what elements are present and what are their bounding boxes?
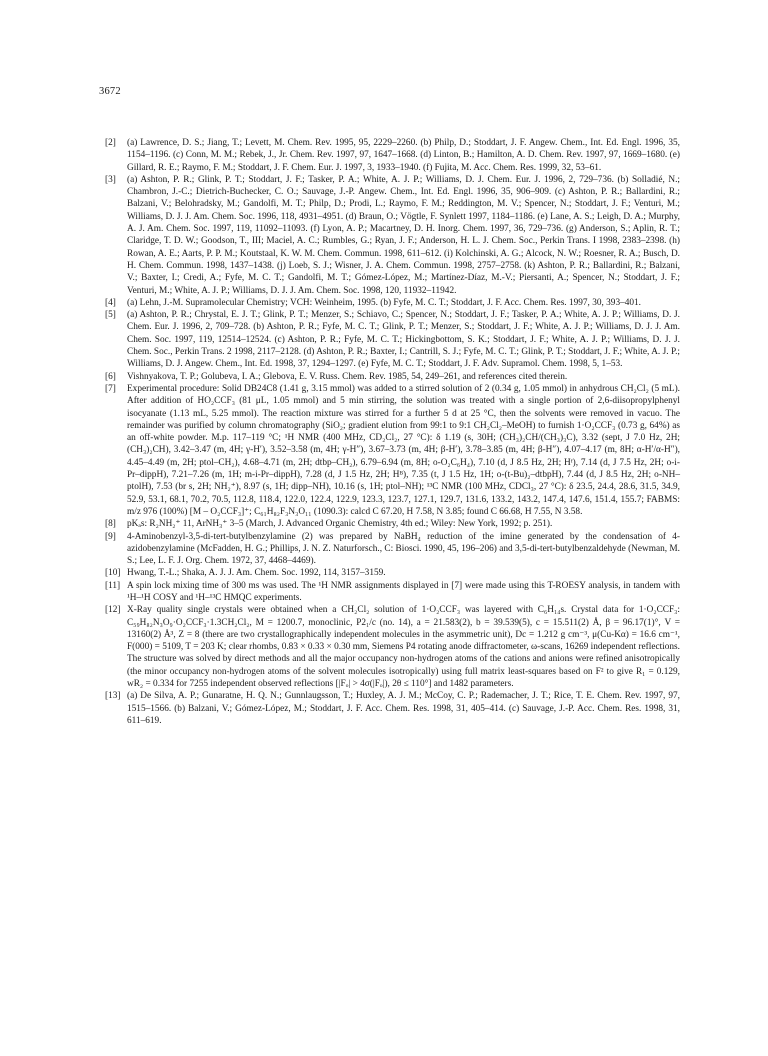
reference-text: pKₐs: R₂NH₂⁺ 11, ArNH₃⁺ 3–5 (March, J. Advanced Organic Chemistry, 4th ed.; Wiley: New York, 1992; p. 251). xyxy=(127,519,553,530)
reference-item xyxy=(105,137,680,174)
reference-list xyxy=(105,137,680,727)
reference-text: (a) Lawrence, D. S.; Jiang, T.; Levett, M. Chem. Rev. 1995, 95, 2229–2260. (b) Philp, D.; Stoddart, J. F. Angew. Chem., Int. Ed. Engl. 1996, 35, 1154–1196. (c) Conn, M. M.; Rebek, J., Jr. Chem. Rev. 1997, 97, 1647–1668. (d) Linton, B.; Hamilton, A. D. Chem. Rev. 1997, 97, 1669–1680. (e) Gillard, R. E.; Raymo, F. M.; Stoddart, J. F. Chem. Eur. J. 1997, 3, 1933–1940. (f) Fujita, M. Acc. Chem. Res. 1999, 32, 53–61. xyxy=(127,138,680,173)
reference-item xyxy=(105,371,680,383)
reference-number: [8] xyxy=(105,519,116,530)
reference-number: [4] xyxy=(105,297,116,308)
reference-item xyxy=(105,580,680,605)
reference-text: X-Ray quality single crystals were obtained when a CH₂Cl₂ solution of 1·O₂CCF₃ was layered with C₆H₁₄s. Crystal data for 1·O₂CCF₃: C₅₉H₈₂N₃O₉·O₂CCF₃·1.3CH₂Cl₂, M = 1200.7, monoclinic, P2₁/c (no. 14), a = 21.583(2), b = 39.539(5), c = 15.511(2) Å, β = 96.17(1)°, V = 13160(2) Å³, Z = 8 (there are two crystallographically independent molecules in the asymmetric unit), Dc = 1.212 g cm⁻³, μ(Cu-Kα) = 16.6 cm⁻¹, F(000) = 5109, T = 203 K; clear rhombs, 0.83 × 0.33 × 0.30 mm, Siemens P4 rotating anode diffractometer, ω-scans, 16269 independent reflections. The structure was solved by direct methods and all the major occupancy non-hydrogen atoms of the cations and anions were refined anisotropically (the minor occupancy non-hydrogen atoms of the solvent molecules isotropically) using full matrix least-squares based on F² to give R₁ = 0.129, wR₂ = 0.334 for 7255 independent observed reflections [|Fₒ| > 4σ(|Fₒ|), 2θ ≤ 110°] and 1482 parameters. xyxy=(127,605,680,690)
reference-number: [9] xyxy=(105,531,116,542)
reference-text: Experimental procedure: Solid DB24C8 (1.41 g, 3.15 mmol) was added to a stirred solution of 2 (0.34 g, 1.05 mmol) in anhydrous CH₂Cl₂ (5 mL). After addition of HO₂CCF₃ (81 μL, 1.05 mmol) and 5 min stirring, the solution was treated with a single portion of 2,6-diisopropylphenyl isocyanate (1.13 mL, 5.25 mmol). The reaction mixture was stirred for a further 5 d at 25 °C, then the solvents were removed in vacuo. The remainder was purified by column chromatography (SiO₂; gradient elution from 99:1 to 9:1 CH₂Cl₂–MeOH) to furnish 1·O₂CCF₃ (0.73 g, 64%) as an off-white powder. M.p. 117–119 °C; ¹H NMR (400 MHz, CD₂Cl₂, 27 °C): δ 1.19 (s, 30H; (CH₃)₂CH/(CH₃)₃C), 3.32 (sept, J 7.0 Hz, 2H; (CH₃)₂CH), 3.42–3.47 (m, 4H; γ-H′), 3.52–3.58 (m, 4H; γ-H″), 3.67–3.73 (m, 4H; β-H′), 3.78–3.85 (m, 4H; β-H″), 4.07–4.17 (m, 8H; α-H′/α-H″), 4.45–4.49 (m, 2H; ptol–CH₂), 4.68–4.71 (m, 2H; dtbp–CH₂), 6.79–6.94 (m, 8H; o-O₂C₆H₄), 7.10 (d, J 8.5 Hz, 2H; Hᶠ), 7.14 (d, J 7.5 Hz, 2H; o-i-Pr–dippH), 7.21–7.26 (m, 1H; m-i-Pr–dippH), 7.28 (d, J 1.5 Hz, 2H; Hᴮ), 7.35 (t, J 1.5 Hz, 1H; o-(t-Bu)₂–dtbpH), 7.44 (d, J 8.5 Hz, 2H; o-NH–ptolH), 7.53 (br s, 2H; NH₂⁺), 8.97 (s, 1H; dipp–NH), 10.16 (s, 1H; ptol–NH); ¹³C NMR (100 MHz, CDCl₃, 27 °C): δ 23.5, 24.4, 28.6, 31.5, 34.9, 52.9, 53.1, 68.1, 70.2, 70.5, 112.8, 118.4, 122.0, 122.4, 122.9, 123.3, 123.7, 127.1, 129.7, 131.6, 133.2, 143.2, 147.4, 147.6, 151.4, 155.7; FABMS: m/z 976 (100%) [M – O₂CCF₃]⁺; C₆₁H₈₂F₃N₃O₁₁ (1090.3): calcd C 67.20, H 7.58, N 3.85; found C 66.68, H 7.55, N 3.58. xyxy=(127,383,680,517)
reference-number: [6] xyxy=(105,371,116,382)
reference-text: Vishnyakova, T. P.; Golubeva, I. A.; Glebova, E. V. Russ. Chem. Rev. 1985, 54, 249–261, and references cited therein. xyxy=(127,371,568,382)
reference-number: [12] xyxy=(105,605,121,616)
reference-text: (a) Lehn, J.-M. Supramolecular Chemistry; VCH: Weinheim, 1995. (b) Fyfe, M. C. T.; Stoddart, J. F. Acc. Chem. Res. 1997, 30, 393–401. xyxy=(127,297,642,308)
reference-text: (a) Ashton, P. R.; Glink, P. T.; Stoddart, J. F.; Tasker, P. A.; White, A. J. P.; Williams, D. J. Chem. Eur. J. 1996, 2, 729–736. (b) Solladié, N.; Chambron, J.-C.; Dietrich-Buchecker, C. O.; Sauvage, J.-P. Angew. Chem., Int. Ed. Engl. 1996, 35, 906–909. (c) Ashton, P. R.; Ballardini, R.; Balzani, V.; Belohradsky, M.; Gandolfi, M. T.; Philp, D.; Prodi, L.; Raymo, F. M.; Reddington, M. V.; Spencer, N.; Stoddart, J. F.; Venturi, M.; Williams, D. J. J. Am. Chem. Soc. 1996, 118, 4931–4951. (d) Braun, O.; Vögtle, F. Synlett 1997, 1184–1186. (e) Lane, A. S.; Leigh, D. A.; Murphy, A. J. Am. Chem. Soc. 1997, 119, 11092–11093. (f) Lyon, A. P.; Macartney, D. H. Inorg. Chem. 1997, 36, 729–736. (g) Anderson, S.; Aplin, R. T.; Claridge, T. D. W.; Goodson, T., III; Maciel, A. C.; Rumbles, G.; Ryan, J. F.; Anderson, H. L. J. Chem. Soc., Perkin Trans. I 1998, 2383–2398. (h) Rowan, A. E.; Aarts, P. P. M.; Koutstaal, K. W. M. Chem. Commun. 1998, 611–612. (i) Kolchinski, A. G.; Alcock, N. W.; Roesner, R. A.; Busch, D. H. Chem. Commun. 1998, 1437–1438. (j) Loeb, S. J.; Wisner, J. A. Chem. Commun. 1998, 2757–2758. (k) Ashton, P. R.; Ballardini, R.; Balzani, V.; Baxter, I.; Credi, A.; Fyfe, M. C. T.; Gandolfi, M. T.; Gómez-López, M.; Martínez-Díaz, M.-V.; Piersanti, A.; Spencer, N.; Stoddart, J. F.; Venturi, M.; White, A. J. P.; Williams, D. J. J. Am. Chem. Soc. 1998, 120, 11932–11942. xyxy=(127,174,680,296)
reference-text: (a) De Silva, A. P.; Gunaratne, H. Q. N.; Gunnlaugsson, T.; Huxley, A. J. M.; McCoy, C. P.; Rademacher, J. T.; Rice, T. E. Chem. Rev. 1997, 97, 1515–1566. (b) Balzani, V.; Gómez-López, M.; Stoddart, J. F. Acc. Chem. Res. 1998, 31, 405–414. (c) Sauvage, J.-P. Acc. Chem. Res. 1998, 31, 611–619. xyxy=(127,691,680,726)
reference-number: [3] xyxy=(105,174,116,185)
reference-item xyxy=(105,297,680,309)
reference-text: A spin lock mixing time of 300 ms was used. The ¹H NMR assignments displayed in [7] were made using this T-ROESY analysis, in tandem with ¹H–¹H COSY and ¹H–¹³C HMQC experiments. xyxy=(127,580,680,603)
reference-number: [7] xyxy=(105,383,116,394)
reference-number: [10] xyxy=(105,568,121,579)
reference-item xyxy=(105,567,680,579)
reference-number: [11] xyxy=(105,580,121,591)
reference-item xyxy=(105,690,680,727)
reference-item xyxy=(105,531,680,568)
reference-text: Hwang, T.-L.; Shaka, A. J. J. Am. Chem. Soc. 1992, 114, 3157–3159. xyxy=(127,568,386,579)
reference-number: [2] xyxy=(105,138,116,148)
reference-item xyxy=(105,518,680,530)
reference-text: 4-Aminobenzyl-3,5-di-tert-butylbenzylamine (2) was prepared by NaBH₄ reduction of the imine generated by the condensation of 4-azidobenzylamine (McFadden, H. G.; Phillips, J. N. Z. Naturforsch., C: Biosci. 1990, 45, 196–206) and 3,5-di-tert-butylbenzaldehyde (Newman, M. S.; Lee, L. F. J. Org. Chem. 1972, 37, 4468–4469). xyxy=(127,531,680,567)
reference-item xyxy=(105,309,680,370)
reference-number: [13] xyxy=(105,691,121,702)
reference-number: [5] xyxy=(105,310,116,321)
page-number: 3672 xyxy=(99,86,121,97)
reference-text: (a) Ashton, P. R.; Chrystal, E. J. T.; Glink, P. T.; Menzer, S.; Schiavo, C.; Spencer, N.; Stoddart, J. F.; Tasker, P. A.; White, A. J. P.; Williams, D. J. Chem. Eur. J. 1996, 2, 709–728. (b) Ashton, P. R.; Fyfe, M. C. T.; Glink, P. T.; Menzer, S.; Stoddart, J. F.; White, A. J. P.; Williams, D. J. J. Am. Chem. Soc. 1997, 119, 12514–12524. (c) Ashton, P. R.; Fyfe, M. C. T.; Hickingbottom, S. K.; Stoddart, J. F.; White, A. J. P.; Williams, D. J. J. Chem. Soc., Perkin Trans. 2 1998, 2117–2128. (d) Ashton, P. R.; Baxter, I.; Cantrill, S. J.; Fyfe, M. C. T.; Glink, P. T.; Stoddart, J. F.; White, A. J. P.; Williams, D. J. Angew. Chem., Int. Ed. 1998, 37, 1294–1297. (e) Fyfe, M. C. T.; Stoddart, J. F. Adv. Supramol. Chem. 1998, 5, 1–53. xyxy=(127,310,680,370)
reference-item xyxy=(105,174,680,297)
reference-item xyxy=(105,383,680,518)
reference-item xyxy=(105,604,680,690)
